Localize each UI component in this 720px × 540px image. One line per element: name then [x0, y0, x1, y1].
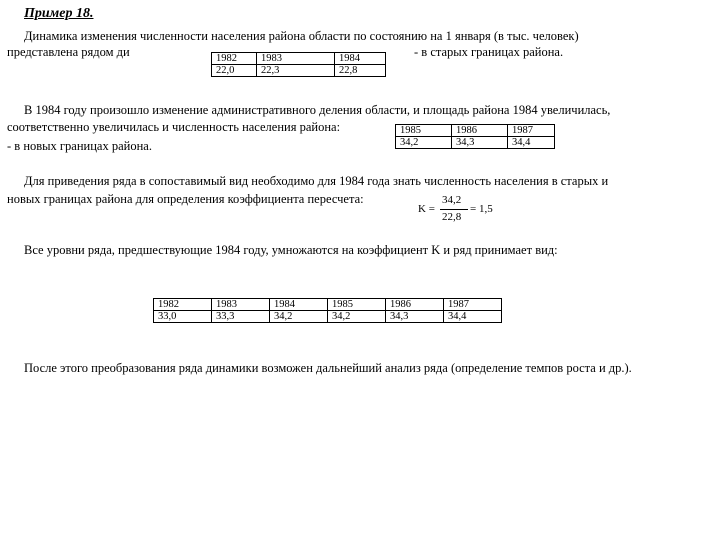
table-row	[396, 137, 555, 149]
table-new-borders	[395, 124, 555, 149]
table-cell: 1986	[386, 299, 444, 311]
table-cell: 1982	[212, 53, 257, 65]
table-cell: 1983	[212, 299, 270, 311]
table-cell: 1985	[328, 299, 386, 311]
table-row	[154, 311, 502, 323]
table-cell: 33,0	[154, 311, 212, 323]
table-converted-series	[153, 298, 502, 323]
para5: После этого преобразования ряда динамики возможен дальнейший анализ ряда (определение темпов роста и др.).	[24, 361, 632, 375]
para4: Все уровни ряда, предшествующие 1984 году, умножаются на коэффициент K и ряд принимает вид:	[24, 243, 558, 257]
table-cell: 34,4	[508, 137, 555, 149]
para2-line1: В 1984 году произошло изменение административного деления области, и площадь района 1984 увеличилась,	[24, 103, 611, 117]
para3-line2: новых границах района для определения коэффициента пересчета:	[7, 192, 364, 206]
table-row	[212, 53, 386, 65]
formula-result: = 1,5	[470, 203, 493, 215]
table-cell: 1983	[257, 53, 335, 65]
table-cell: 1984	[270, 299, 328, 311]
example-title: Пример 18.	[24, 6, 94, 21]
table-cell: 1982	[154, 299, 212, 311]
formula-numerator: 34,2	[442, 194, 462, 206]
coefficient-formula	[418, 194, 498, 226]
table-cell: 22,3	[257, 65, 335, 77]
table-cell: 1987	[508, 125, 555, 137]
table-cell: 33,3	[212, 311, 270, 323]
table-cell: 34,2	[328, 311, 386, 323]
para3-line1: Для приведения ряда в сопоставимый вид необходимо для 1984 года знать численность населения в старых и	[24, 174, 609, 188]
table-cell: 1985	[396, 125, 452, 137]
para2-line2: соответственно увеличилась и численность населения района:	[7, 120, 341, 134]
table-cell: 34,4	[444, 311, 502, 323]
table-cell: 1984	[335, 53, 386, 65]
formula-denominator: 22,8	[442, 211, 462, 223]
table-row	[154, 299, 502, 311]
table-cell: 34,2	[270, 311, 328, 323]
table-cell: 34,2	[396, 137, 452, 149]
para1-line2b: - в старых границах района.	[414, 45, 564, 59]
table-cell: 34,3	[386, 311, 444, 323]
table-row	[396, 125, 555, 137]
para2-line3: - в новых границах района.	[7, 139, 152, 153]
para1-line1: Динамика изменения численности населения района области по состоянию на 1 января (в тыс. человек)	[24, 29, 579, 43]
table-cell: 1986	[452, 125, 508, 137]
table-cell: 22,0	[212, 65, 257, 77]
table-cell: 34,3	[452, 137, 508, 149]
para1-line2a: представлена рядом ди	[7, 45, 130, 59]
table-cell: 1987	[444, 299, 502, 311]
fraction-bar	[440, 209, 468, 210]
formula-lhs: K =	[418, 203, 435, 215]
table-cell: 22,8	[335, 65, 386, 77]
table-old-borders	[211, 52, 386, 77]
table-row	[212, 65, 386, 77]
